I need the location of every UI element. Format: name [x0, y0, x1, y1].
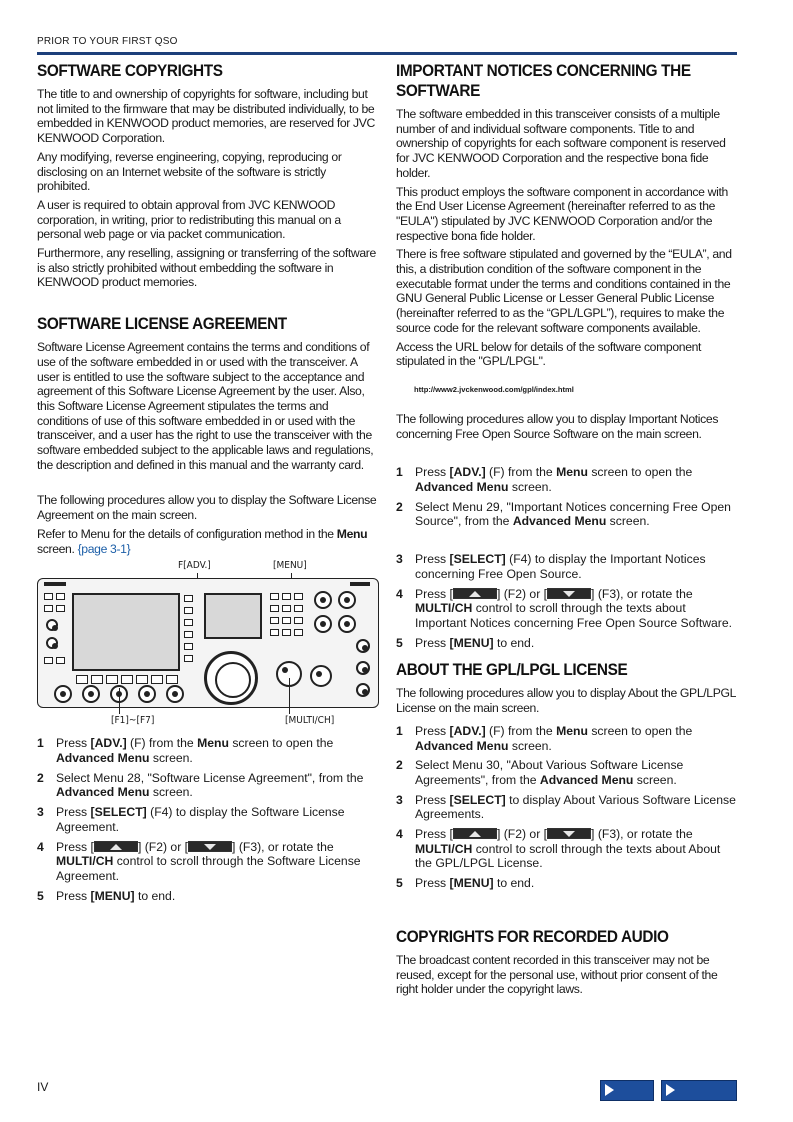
list-item: 2 Select Menu 28, "Software License Agreement", from the Advanced Menu screen. [37, 770, 364, 800]
figure-label-menu: [MENU] [273, 560, 307, 572]
figure-label-adv: F[ADV.] [178, 560, 211, 572]
down-arrow-key-icon [547, 828, 591, 839]
list-item: 1 Press [ADV.] (F) from the Menu screen to open the Advanced Menu screen. [396, 465, 693, 495]
important-notices-p4: Access the URL below for details of the software component stipulated in the "GPL/LPGL". [396, 339, 702, 369]
license-agreement-p1: Software License Agreement contains the terms and conditions of use of the software embedded in or used with the transceiver. A user is entitled to use the software subject to the acceptance and agreement of this Software License Agreement by the user. Also, this Software License Agreement stipulates the terms and conditions of use of this software embedded in or used with the transceiver, and a user has the right to use the transceiver with the software embedded subject to the applicable laws and regulations, the description and defined in this manual and the warranty card. [37, 340, 374, 472]
f7-key[interactable] [166, 675, 178, 684]
list-item: 4 Press [ ] (F2) or [ ] (F3), or rotate the MULTI/CH control to scroll through the texts about Important Notices concerning Free Open Source Software. [396, 586, 733, 630]
knob[interactable] [356, 683, 370, 697]
f5-key[interactable] [136, 675, 148, 684]
model-mark [350, 582, 370, 586]
important-notices-p5: The following procedures allow you to display Important Notices concerning Free Open Source Software on the main screen. [396, 411, 719, 441]
screen-key[interactable] [184, 607, 193, 614]
contents-button[interactable]: Contents [661, 1080, 737, 1101]
down-arrow-key-icon [547, 588, 591, 599]
adv-key[interactable] [184, 643, 193, 650]
knob[interactable] [338, 615, 356, 633]
right-column [396, 61, 739, 1001]
play-arrow-icon [666, 1084, 675, 1096]
f3-key[interactable] [106, 675, 118, 684]
menu-key[interactable] [294, 593, 303, 600]
screen-key[interactable] [184, 595, 193, 602]
figure-label-f1f7: [F1]~[F7] [111, 715, 155, 727]
knob[interactable] [82, 685, 100, 703]
f2-key[interactable] [91, 675, 103, 684]
software-copyrights-p2: Any modifying, reverse engineering, copying, reproducing or disclosing on an Internet website of the software is strictly prohibited. [37, 149, 342, 194]
figure-label-multi: [MULTI/CH] [285, 715, 335, 727]
keypad-key[interactable] [294, 617, 303, 624]
side-key[interactable] [44, 593, 53, 600]
license-agreement-p2: The following procedures allow you to display the Software License Agreement on the main screen. [37, 493, 377, 523]
list-item: 2 Select Menu 30, "About Various Software License Agreements", from the Advanced Menu screen. [396, 758, 684, 787]
transceiver-body [37, 578, 379, 708]
gpl-license-steps [396, 724, 739, 891]
list-item: 3 Press [SELECT] (F4) to display the Software License Agreement. [37, 805, 345, 834]
up-arrow-key-icon [94, 841, 138, 852]
list-item: 3 Press [SELECT] to display About Various Software License Agreements. [396, 792, 736, 822]
header-rule [37, 52, 737, 55]
main-screen [72, 593, 180, 671]
keypad-key[interactable] [270, 617, 279, 624]
screen-key[interactable] [184, 619, 193, 626]
up-arrow-key-icon [453, 828, 497, 839]
transceiver-figure [37, 560, 379, 730]
recorded-audio-p1: The broadcast content recorded in this transceiver may not be reused, except for the personal use, without prior consent of the right holder under the copyright laws. [396, 952, 718, 997]
license-agreement-steps [37, 736, 379, 903]
small-knob[interactable] [46, 637, 58, 649]
important-notices-title-line1: IMPORTANT NOTICES CONCERNING THE [396, 62, 691, 80]
software-copyrights-p4: Furthermore, any reselling, assigning or transferring of the software is also strictly prohibited without embedding the software in KENWOOD product memories. [37, 246, 376, 290]
brand-mark [44, 582, 66, 586]
knob[interactable] [356, 661, 370, 675]
main-dial[interactable] [204, 651, 258, 705]
list-item: 1 Press [ADV.] (F) from the Menu screen to open the Advanced Menu screen. [37, 736, 334, 765]
list-item: 5 Press [MENU] to end. [396, 635, 535, 650]
important-notices-p1: The software embedded in this transceiver consists of a multiple number of and individual software components. Title to and ownership of copyrights for each software component is reserved for JVC KENWOOD Corporation and the respective bona fide holder. [396, 107, 726, 180]
screen-key[interactable] [184, 655, 193, 662]
side-key[interactable] [56, 593, 65, 600]
screen-key[interactable] [184, 631, 193, 638]
keypad-key[interactable] [282, 605, 291, 612]
leader-f1f7 [119, 688, 120, 714]
f1-key[interactable] [76, 675, 88, 684]
keypad-key[interactable] [270, 629, 279, 636]
running-head: PRIOR TO YOUR FIRST QSO [37, 36, 178, 47]
leader-multi [289, 678, 290, 714]
side-key[interactable] [56, 605, 65, 612]
license-agreement-p3: Refer to Menu for the details of configuration method in the Menu screen. {page 3-1} [37, 526, 368, 556]
list-item: 5 Press [MENU] to end. [396, 876, 535, 891]
small-knob[interactable] [46, 619, 58, 631]
recorded-audio-title: COPYRIGHTS FOR RECORDED AUDIO [396, 927, 669, 946]
knob[interactable] [338, 591, 356, 609]
knob[interactable] [314, 591, 332, 609]
keypad-key[interactable] [282, 617, 291, 624]
keypad-key[interactable] [294, 605, 303, 612]
keypad-key[interactable] [294, 629, 303, 636]
side-key[interactable] [56, 657, 65, 664]
software-copyrights-p1: The title to and ownership of copyrights for software, including but not limited to the firmware that may be distributed individually, to be embedded in KENWOOD product memories, are reserved for JVC KENWOOD Corporation. [37, 87, 376, 146]
knob[interactable] [166, 685, 184, 703]
page-number: IV [37, 1080, 49, 1094]
index-button[interactable]: Index [600, 1080, 654, 1101]
play-arrow-icon [605, 1084, 614, 1096]
keypad-key[interactable] [270, 605, 279, 612]
gpl-license-title: ABOUT THE GPL/LPGL LICENSE [396, 661, 628, 680]
list-item: 3 Press [SELECT] (F4) to display the Important Notices concerning Free Open Source. [396, 552, 706, 581]
up-arrow-key-icon [453, 588, 497, 599]
side-key[interactable] [44, 657, 53, 664]
important-notices-steps [396, 465, 739, 650]
software-copyrights-p3: A user is required to obtain approval from JVC KENWOOD corporation, in writing, prior to redistributing this manual on a personal web page or via packet communication. [37, 197, 341, 242]
gpl-url: http://www2.jvckenwood.com/gpl/index.html [414, 384, 574, 394]
list-item: 4 Press [ ] (F2) or [ ] (F3), or rotate the MULTI/CH control to scroll through the texts about About the GPL/LPGL License. [396, 827, 721, 871]
important-notices-title-line2: SOFTWARE [396, 82, 480, 100]
knob[interactable] [356, 639, 370, 653]
knob[interactable] [54, 685, 72, 703]
page-link[interactable]: {page 3-1} [77, 541, 131, 556]
list-item: 2 Select Menu 29, "Important Notices concerning Free Open Source", from the Advanced Menu screen. [396, 499, 731, 529]
f6-key[interactable] [151, 675, 163, 684]
keypad-key[interactable] [270, 593, 279, 600]
down-arrow-key-icon [188, 841, 232, 852]
important-notices-p2: This product employs the software component in accordance with the End User License Agreement (hereinafter referred to as the "EULA") stipulated by JVC KENWOOD Corporation and/or the respective bona fide holder. [396, 184, 728, 243]
list-item: 1 Press [ADV.] (F) from the Menu screen to open the Advanced Menu screen. [396, 723, 693, 753]
knob[interactable] [310, 665, 332, 687]
f4-key[interactable] [121, 675, 133, 684]
sub-screen [204, 593, 262, 639]
keypad-key[interactable] [282, 593, 291, 600]
list-item: 5 Press [MENU] to end. [37, 888, 176, 903]
left-column [37, 61, 379, 908]
license-agreement-title: SOFTWARE LICENSE AGREEMENT [37, 315, 287, 334]
side-key[interactable] [44, 605, 53, 612]
knob[interactable] [314, 615, 332, 633]
knob[interactable] [138, 685, 156, 703]
important-notices-p3: There is free software stipulated and governed by the “EULA”, and this, a distribution condition of the software component in the executable format under the terms and conditions contained in the GNU General Public License or Lesser General Public License (hereinafter referred to as the “GPL/LGPL”), requires to make the source code for the relevant software components available. [396, 247, 732, 335]
list-item: 4 Press [ ] (F2) or [ ] (F3), or rotate the MULTI/CH control to scroll through the Software License Agreement. [37, 839, 361, 883]
software-copyrights-title: SOFTWARE COPYRIGHTS [37, 62, 223, 80]
gpl-license-p1: The following procedures allow you to display About the GPL/LPGL License on the main screen. [396, 686, 736, 716]
keypad-key[interactable] [282, 629, 291, 636]
